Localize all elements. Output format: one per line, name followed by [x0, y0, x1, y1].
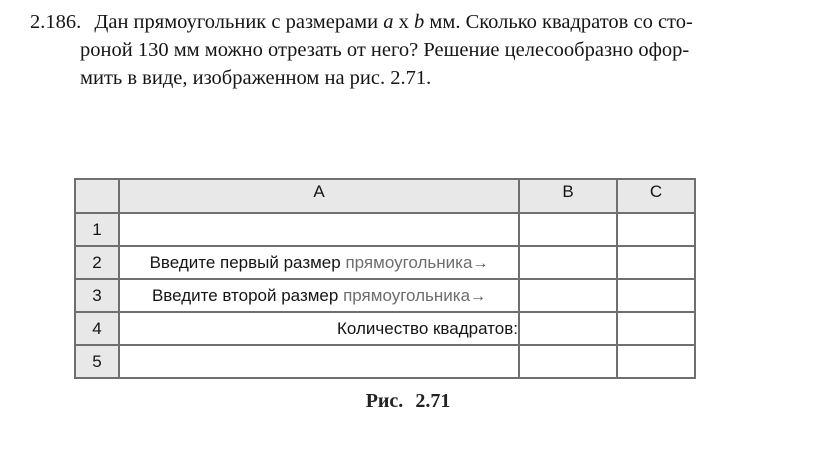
row-header: 1: [75, 213, 119, 246]
cell-b2: [519, 246, 617, 279]
table-row: [75, 279, 695, 312]
row-header: 4: [75, 312, 119, 345]
cell-b5: [519, 345, 617, 378]
problem-number: 2.186.: [30, 11, 82, 33]
cell-c2: [617, 246, 695, 279]
cell-a2-gray-text: прямоугольника: [345, 252, 473, 272]
cell-a3-text: Введите второй размер: [151, 285, 339, 305]
problem-line-3: мить в виде, изображенном на рис. 2.71.: [80, 67, 432, 89]
table-row: [75, 246, 695, 279]
cell-a3-gray-text: прямоугольника: [343, 285, 471, 305]
cell-c5: [617, 345, 695, 378]
spreadsheet-figure: [74, 178, 696, 379]
cell-a3: [119, 279, 519, 312]
corner-cell: [75, 179, 119, 213]
problem-text: [30, 8, 785, 92]
row-header: 5: [75, 345, 119, 378]
arrow-right-icon: →: [470, 287, 487, 305]
problem-line1-prefix: Дан прямоугольник с размерами: [94, 11, 379, 33]
row-header: 2: [75, 246, 119, 279]
arrow-right-icon: →: [472, 254, 489, 272]
cell-a2-text: Введите первый размер: [149, 252, 341, 272]
column-header-a: A: [119, 179, 519, 213]
caption-label: Рис.: [365, 390, 404, 412]
cell-c3: [617, 279, 695, 312]
problem-line-1: [30, 8, 785, 36]
figure-caption: [0, 390, 816, 413]
variable-b: b: [414, 11, 425, 33]
cell-c1: [617, 213, 695, 246]
table-row: [75, 345, 695, 378]
column-header-b: B: [519, 179, 617, 213]
cell-c4: [617, 312, 695, 345]
cell-b1: [519, 213, 617, 246]
table-row: [75, 213, 695, 246]
row-header: 3: [75, 279, 119, 312]
cell-a5: [119, 345, 519, 378]
cell-a1: [119, 213, 519, 246]
table-row: [75, 312, 695, 345]
cell-a2: [119, 246, 519, 279]
problem-line1-suffix: мм. Сколько квадратов со сто-: [429, 11, 693, 33]
times-sign: x: [398, 11, 409, 33]
caption-number: 2.71: [415, 390, 451, 412]
cell-b3: [519, 279, 617, 312]
column-header-row: [75, 179, 695, 213]
cell-b4: [519, 312, 617, 345]
variable-a: a: [383, 11, 394, 33]
cell-a4: Количество квадратов:: [119, 312, 519, 345]
problem-line-2: роной 130 мм можно отрезать от него? Решение целесообразно офор-: [80, 39, 690, 61]
column-header-c: C: [617, 179, 695, 213]
